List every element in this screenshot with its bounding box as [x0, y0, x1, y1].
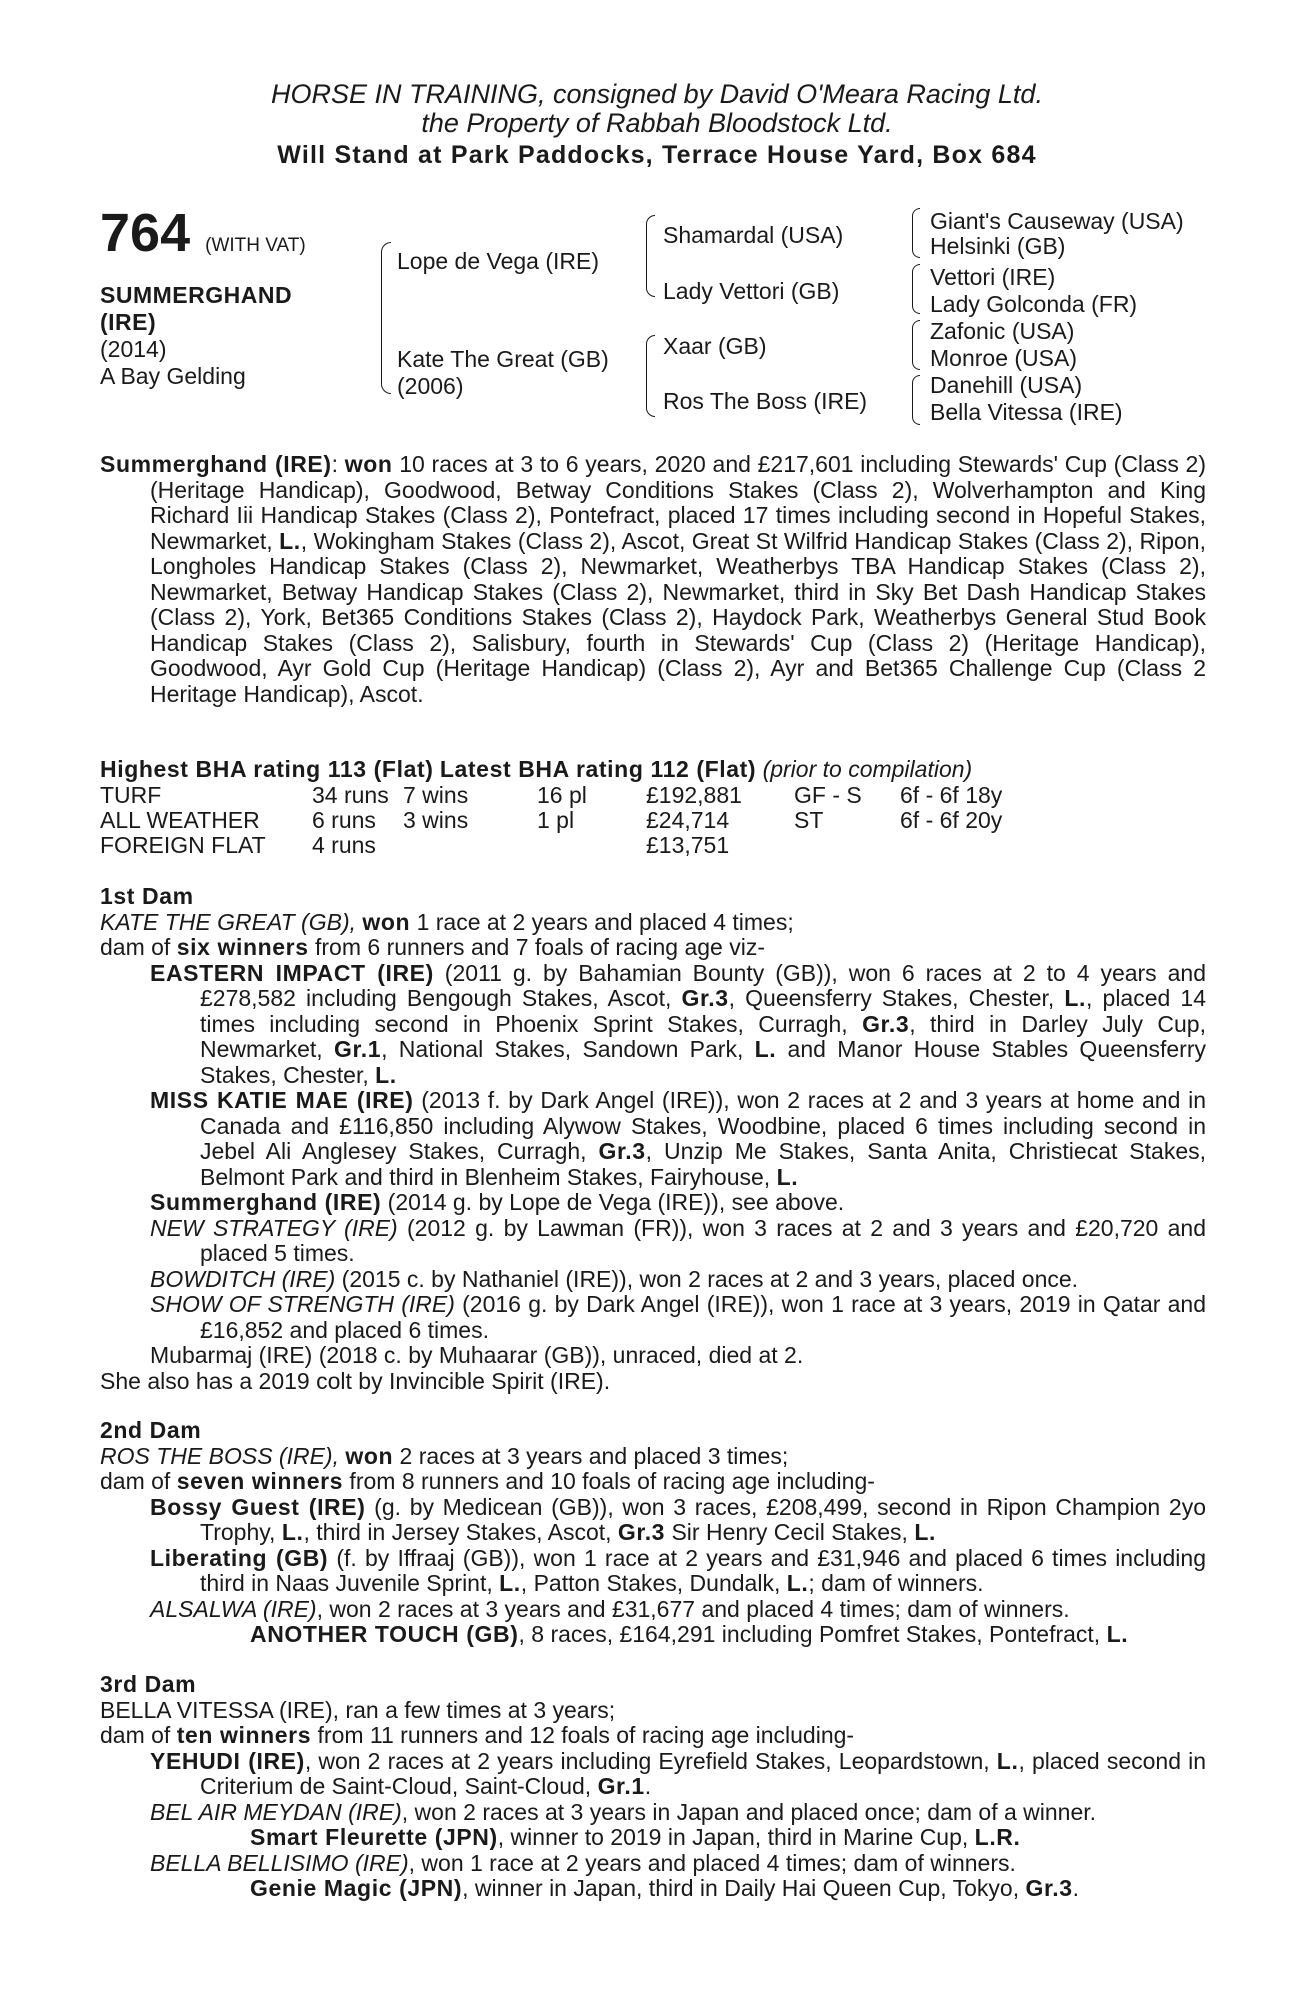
grade-label: Gr.3 — [617, 1519, 666, 1545]
first-dam-name: KATE THE GREAT (GB), — [100, 908, 363, 935]
record-surface: ALL WEATHER — [100, 806, 260, 833]
dam-of-suffix: from 6 runners and 7 foals of racing age viz- — [308, 934, 766, 960]
progeny-text: (g. by Medicean (GB)), won 3 races, £208,499, second in Ripon Champion 2yo Trophy, — [200, 1493, 1206, 1545]
pedigree-gg-6: Monroe (USA) — [930, 345, 1077, 371]
grade-label: Gr.3 — [1025, 1875, 1073, 1901]
summary-text: 10 races at 3 to 6 years, 2020 and £217,601 including Stewards' Cup (Class 2) (Heritage Handicap), Goodwood, Betway Conditions Stakes (Class 2), Wolverhampton and King Richard Iii Handicap Stakes (Class 2), Pontefract, placed 17 times including second in Hopeful Stakes, Newmarket, — [150, 451, 1207, 554]
pedigree-dam: Kate The Great (GB) — [397, 346, 609, 372]
progeny-text: Sir Henry Cecil Stakes, — [665, 1519, 915, 1545]
listed-label: L. — [499, 1570, 521, 1596]
listed-label: L. — [375, 1061, 397, 1088]
progeny-name: EASTERN IMPACT (IRE) — [150, 959, 434, 986]
record-going — [794, 833, 900, 858]
second-dam-line — [100, 1444, 1206, 1470]
progeny-entry — [100, 961, 1206, 1089]
vat-note: (WITH VAT) — [205, 235, 306, 256]
progeny-text: , placed second in Criterium de Saint-Cloud, Saint-Cloud, — [200, 1747, 1207, 1799]
progeny-name: BOWDITCH (IRE) — [150, 1265, 336, 1292]
progeny-text: (2014 g. by Lope de Vega (IRE)), see above. — [381, 1189, 845, 1215]
stabling-line: Will Stand at Park Paddocks, Terrace House Yard, Box 684 — [277, 141, 1037, 169]
summary-horse-name: Summerghand (IRE) — [100, 451, 332, 477]
progeny-name: Bossy Guest (IRE) — [150, 1493, 366, 1520]
brace-dam-parents — [646, 335, 655, 417]
progeny-text: ; dam of winners. — [808, 1570, 984, 1596]
winner-count: seven winners — [176, 1468, 344, 1494]
lot-header — [0, 80, 1314, 171]
progeny-name: NEW STRATEGY (IRE) — [150, 1214, 398, 1241]
progeny-entry — [100, 1800, 1206, 1826]
progeny-name: Liberating (GB) — [150, 1544, 329, 1571]
second-dam-section — [100, 1418, 1206, 1648]
record-earnings: £192,881 — [646, 781, 742, 808]
record-runs: 4 runs — [312, 831, 376, 858]
progeny-entry — [100, 1292, 1206, 1343]
third-dam-section — [100, 1672, 1206, 1902]
record-earnings: £24,714 — [646, 806, 730, 833]
listed-label: L. — [281, 1519, 304, 1545]
horse-name — [100, 282, 350, 336]
progeny-entry — [100, 1267, 1206, 1293]
progeny-text: , Unzip Me Stakes, Santa Anita, Christiecat Stakes, Belmont Park and third in Blenheim Stakes, Fairyhouse, — [200, 1138, 1207, 1190]
brace-gg-2 — [912, 264, 920, 314]
second-dam-won: won — [345, 1442, 394, 1469]
record-going: ST — [794, 806, 824, 833]
progeny-name: ANOTHER TOUCH (GB) — [250, 1621, 519, 1647]
progeny-entry — [100, 1597, 1206, 1623]
second-dam-produce-line — [100, 1469, 1206, 1495]
progeny-text: , third in Darley July Cup, Newmarket, — [200, 1010, 1206, 1062]
record-distance: 6f - 6f 20y — [900, 806, 1003, 833]
progeny-name: YEHUDI (IRE) — [150, 1747, 305, 1774]
record-placed: 16 pl — [537, 781, 587, 808]
horse-name-line1: SUMMERGHAND — [100, 282, 293, 308]
listed-label: L. — [914, 1519, 936, 1545]
pedigree-gg-3: Vettori (IRE) — [930, 264, 1056, 290]
property-line: the Property of Rabbah Bloodstock Ltd. — [421, 108, 893, 138]
listed-label: L. — [754, 1036, 777, 1062]
progeny-entry — [100, 1088, 1206, 1190]
record-surface: TURF — [100, 781, 162, 808]
winner-count: ten winners — [176, 1722, 312, 1748]
pedigree-dam-dam: Ros The Boss (IRE) — [663, 388, 868, 414]
lot-info — [100, 205, 350, 390]
record-going: GF - S — [794, 781, 862, 808]
latest-rating: Latest BHA rating 112 (Flat) — [439, 756, 757, 782]
progeny-name: MISS KATIE MAE (IRE) — [150, 1087, 414, 1113]
first-dam-section — [100, 884, 1206, 1394]
progeny-text: . — [644, 1773, 652, 1799]
progeny-entry — [100, 1190, 1206, 1216]
pedigree-sire-dam: Lady Vettori (GB) — [663, 278, 840, 304]
pedigree-dam-sire: Xaar (GB) — [663, 333, 767, 359]
progeny-entry — [100, 1216, 1206, 1267]
progeny-text: , winner in Japan, third in Daily Hai Queen Cup, Tokyo, — [462, 1875, 1026, 1901]
progeny-text: , winner to 2019 in Japan, third in Marine Cup, — [497, 1824, 975, 1850]
listed-label: L. — [996, 1747, 1019, 1774]
progeny-text: (f. by Iffraaj (GB)), won 1 race at 2 years and £31,946 and placed 6 times including third in Naas Juvenile Sprint, — [200, 1544, 1206, 1596]
record-wins — [403, 833, 537, 858]
grand-progeny-entry — [100, 1876, 1206, 1902]
listed-label: L. — [1106, 1621, 1129, 1647]
brace-gg-4 — [912, 375, 920, 425]
progeny-text: , won 2 races at 2 years including Eyrefield Stakes, Leopardstown, — [304, 1747, 997, 1774]
brace-gg-1 — [912, 208, 920, 258]
progeny-name: Genie Magic (JPN) — [250, 1875, 463, 1901]
pedigree-gg-1: Giant's Causeway (USA) — [930, 208, 1184, 234]
ratings-line — [100, 757, 1206, 783]
listed-label: L. — [786, 1570, 809, 1596]
grade-label: Gr.1 — [333, 1036, 382, 1062]
summary-listed: L. — [279, 527, 301, 554]
lot-number: 764 — [100, 203, 191, 263]
summary-paragraph — [100, 452, 1206, 707]
progeny-name: ALSALWA (IRE) — [150, 1595, 317, 1622]
progeny-text: , won 2 races at 3 years in Japan and placed once; dam of a winner. — [401, 1798, 1097, 1825]
progeny-text: (2011 g. by Bahamian Bounty (GB)), won 6 races at 2 to 4 years and £278,582 including Bengough Stakes, Ascot, — [200, 959, 1206, 1011]
brace-sire-parents — [646, 215, 655, 297]
progeny-text: , won 2 races at 3 years and £31,677 and placed 4 times; dam of winners. — [316, 1595, 1070, 1622]
dam-of-prefix: dam of — [100, 1468, 177, 1494]
foaling-year: (2014) — [100, 336, 167, 362]
record-wins: 7 wins — [403, 781, 469, 808]
record-distance: 6f - 6f 18y — [900, 781, 1003, 808]
progeny-entry: Mubarmaj (IRE) (2018 c. by Muhaarar (GB)), unraced, died at 2. — [150, 1342, 804, 1368]
summary-text-2: , Wokingham Stakes (Class 2), Ascot, Great St Wilfrid Handicap Stakes (Class 2), Ripon, Longholes Handicap Stakes (Class 2), Newmarket, Weatherbys TBA Handicap Stakes (Class 2), Newmarket, Betway Handicap Stakes (Class 2), Newmarket, third in Sky Bet Dash Handicap Stakes (Class 2), York, Bet365 Conditions Stakes (Class 2), Haydock Park, Weatherbys General Stud Book Handicap Stakes (Class 2), Salisbury, fourth in Stewards' Cup (Class 2) (Heritage Handicap), Goodwood, Ayr Gold Cup (Heritage Handicap) (Class 2), Ayr and Bet365 Challenge Cup (Class 2 Heritage Handicap), Ascot. — [150, 527, 1206, 707]
listed-label: L.R. — [974, 1824, 1021, 1850]
third-dam-line: BELLA VITESSA (IRE), ran a few times at 3 years; — [100, 1696, 616, 1723]
grand-progeny-entry — [100, 1825, 1206, 1851]
grade-label: Gr.3 — [598, 1138, 646, 1164]
third-dam-produce-line — [100, 1723, 1206, 1749]
progeny-text: , placed 14 times including second in Phoenix Sprint Stakes, Curragh, — [200, 985, 1206, 1037]
record-placed: 1 pl — [537, 806, 575, 833]
ratings-note: (prior to compilation) — [762, 756, 973, 782]
progeny-name: BEL AIR MEYDAN (IRE) — [150, 1798, 402, 1825]
grand-progeny-entry — [100, 1622, 1206, 1648]
lot-number-line — [100, 205, 350, 274]
second-dam-rest: 2 races at 3 years and placed 3 times; — [393, 1442, 789, 1469]
second-dam-name: ROS THE BOSS (IRE), — [100, 1442, 346, 1469]
record-earnings: £13,751 — [646, 831, 730, 858]
horse-name-line2: (IRE) — [100, 309, 157, 335]
dam-of-suffix: from 8 runners and 10 foals of racing age including- — [343, 1468, 875, 1494]
first-dam-title: 1st Dam — [100, 883, 194, 909]
second-dam-title: 2nd Dam — [100, 1417, 202, 1443]
pedigree-dam-year: (2006) — [397, 373, 464, 399]
brace-sire-dam — [381, 242, 391, 394]
horse-description: A Bay Gelding — [100, 363, 246, 389]
progeny-name: Smart Fleurette (JPN) — [250, 1824, 498, 1850]
record-runs: 6 runs — [312, 806, 376, 833]
first-dam-produce-line — [100, 935, 1206, 961]
grade-label: Gr.3 — [681, 985, 729, 1011]
listed-label: L. — [776, 1163, 799, 1190]
progeny-name: SHOW OF STRENGTH (IRE) — [150, 1291, 455, 1317]
record-surface: FOREIGN FLAT — [100, 831, 266, 858]
pedigree-gg-8: Bella Vitessa (IRE) — [930, 399, 1123, 425]
winner-count: six winners — [176, 934, 309, 960]
progeny-entry — [100, 1851, 1206, 1877]
pedigree-gg-4: Lady Golconda (FR) — [930, 291, 1138, 317]
race-record-table — [100, 783, 1002, 858]
record-placed — [537, 833, 646, 858]
first-dam-rest: 1 race at 2 years and placed 4 times; — [410, 908, 794, 935]
pedigree-sire-sire: Shamardal (USA) — [663, 222, 844, 248]
third-dam-title: 3rd Dam — [100, 1671, 197, 1697]
ratings-block — [100, 757, 1206, 858]
progeny-text: (2016 g. by Dark Angel (IRE)), won 1 race at 3 years, 2019 in Qatar and £16,852 and placed 6 times. — [200, 1291, 1206, 1343]
pedigree-gg-7: Danehill (USA) — [930, 372, 1083, 398]
dam-of-prefix: dam of — [100, 1722, 177, 1748]
progeny-name: Summerghand (IRE) — [150, 1189, 382, 1215]
table-row — [100, 783, 1002, 808]
record-wins: 3 wins — [403, 806, 469, 833]
progeny-entry — [100, 1495, 1206, 1546]
first-dam-won: won — [362, 908, 411, 935]
race-summary — [100, 452, 1206, 707]
pedigree-sire: Lope de Vega (IRE) — [397, 248, 600, 274]
progeny-text: , 8 races, £164,291 including Pomfret Stakes, Pontefract, — [518, 1621, 1107, 1647]
progeny-entry — [100, 1749, 1206, 1800]
consignor-line: HORSE IN TRAINING, consigned by David O'Meara Racing Ltd. — [271, 79, 1043, 109]
table-row — [100, 808, 1002, 833]
brace-gg-3 — [912, 320, 920, 370]
summary-colon: : — [331, 451, 345, 477]
progeny-text: , Queensferry Stakes, Chester, — [728, 985, 1065, 1011]
progeny-text: , won 1 race at 2 years and placed 4 times; dam of winners. — [408, 1849, 1016, 1876]
table-row — [100, 833, 1002, 858]
dam-of-prefix: dam of — [100, 934, 177, 960]
highest-rating: Highest BHA rating 113 (Flat) — [100, 756, 434, 782]
summary-won: won — [344, 451, 393, 477]
first-dam-line — [100, 910, 1206, 936]
grade-label: Gr.3 — [862, 1010, 910, 1037]
progeny-text: and Manor House Stables Queensferry Stakes, Chester, — [200, 1036, 1206, 1088]
first-dam-also-note: She also has a 2019 colt by Invincible Spirit (IRE). — [100, 1367, 611, 1394]
grade-label: Gr.1 — [597, 1773, 645, 1799]
progeny-text: , Patton Stakes, Dundalk, — [520, 1570, 787, 1596]
record-runs: 34 runs — [312, 781, 389, 808]
progeny-text: (2013 f. by Dark Angel (IRE)), won 2 races at 2 and 3 years at home and in Canada and £116,850 including Alywow Stakes, Woodbine, placed 6 times including second in Jebel Ali Anglesey Stakes, Curragh, — [200, 1087, 1207, 1164]
progeny-text: (2012 g. by Lawman (FR)), won 3 races at 2 and 3 years and £20,720 and placed 5 times. — [200, 1214, 1206, 1266]
progeny-text: . — [1072, 1875, 1080, 1901]
listed-label: L. — [1064, 985, 1087, 1011]
progeny-text: , third in Jersey Stakes, Ascot, — [303, 1519, 618, 1545]
record-distance — [900, 833, 1002, 858]
progeny-text: (2015 c. by Nathaniel (IRE)), won 2 races at 2 and 3 years, placed once. — [335, 1265, 1079, 1292]
progeny-text: , National Stakes, Sandown Park, — [381, 1036, 755, 1062]
pedigree-gg-2: Helsinki (GB) — [930, 233, 1066, 259]
dam-of-suffix: from 11 runners and 12 foals of racing age including- — [311, 1722, 855, 1748]
progeny-entry — [100, 1546, 1206, 1597]
pedigree-gg-5: Zafonic (USA) — [930, 318, 1075, 344]
progeny-name: BELLA BELLISIMO (IRE) — [150, 1849, 409, 1876]
